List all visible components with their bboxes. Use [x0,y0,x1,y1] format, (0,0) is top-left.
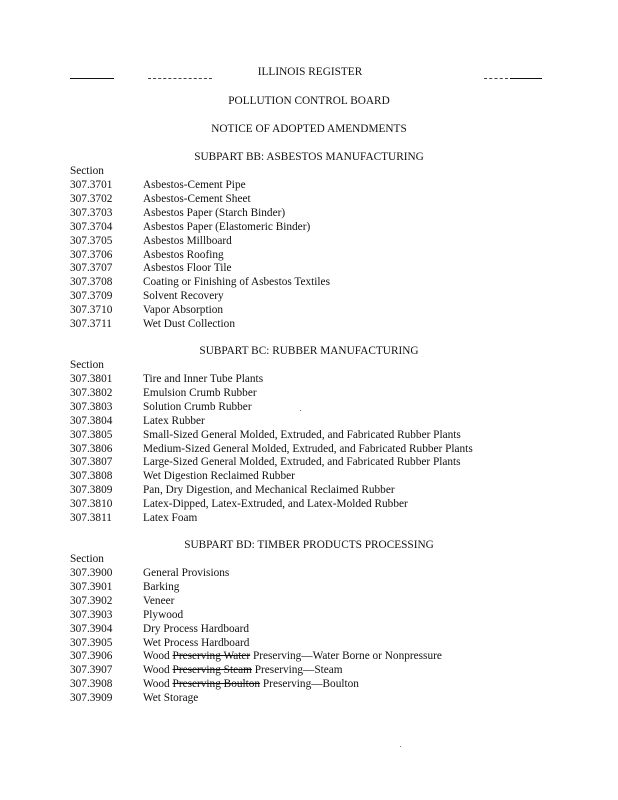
section-title [143,664,343,677]
section-title [143,650,442,663]
subpart-heading: SUBPART BB: ASBESTOS MANUFACTURING [194,151,424,163]
section-number: 307.3810 [70,498,113,510]
section-number: 307.3807 [70,456,113,468]
section-title: Asbestos Millboard [143,235,232,247]
section-number: 307.3802 [70,387,113,399]
header-rule-right [510,78,542,79]
section-label: Section [70,359,104,371]
register-title: ILLINOIS REGISTER [257,66,363,78]
section-number: 307.3709 [70,290,113,302]
section-title: Wet Storage [143,692,199,704]
notice-title: NOTICE OF ADOPTED AMENDMENTS [211,123,407,135]
section-number: 307.3801 [70,373,113,385]
section-title: Pan, Dry Digestion, and Mechanical Reclaimed Rubber [143,484,395,496]
section-title: Dry Process Hardboard [143,623,250,635]
section-title: Asbestos Floor Tile [143,262,232,274]
section-title: Medium-Sized General Molded, Extruded, and Fabricated Rubber Plants [143,443,473,455]
title-text: Wood [143,650,173,662]
title-text: Wood [143,678,173,690]
section-number: 307.3705 [70,235,113,247]
title-text: Preserving—Steam [251,664,343,676]
deleted-text: Preserving Water [172,650,251,662]
section-title: Asbestos-Cement Pipe [143,179,246,191]
section-title: Vapor Absorption [143,304,224,316]
scan-speck [300,410,301,411]
section-title: Latex Foam [143,512,198,524]
section-title: Barking [143,581,180,593]
subpart-heading: SUBPART BC: RUBBER MANUFACTURING [199,345,419,357]
section-number: 307.3804 [70,415,113,427]
section-title: Plywood [143,609,184,621]
scan-speck [400,746,401,747]
section-number: 307.3900 [70,567,113,579]
section-number: 307.3702 [70,193,113,205]
section-title: General Provisions [143,567,230,579]
section-number: 307.3907 [70,664,113,676]
section-number: 307.3902 [70,595,113,607]
subpart-heading: SUBPART BD: TIMBER PRODUCTS PROCESSING [184,539,434,551]
title-text: Preserving—Water Borne or Nonpressure [250,650,442,662]
section-title: Tire and Inner Tube Plants [143,373,264,385]
section-number: 307.3901 [70,581,113,593]
section-title: Solution Crumb Rubber [143,401,252,413]
section-title: Asbestos-Cement Sheet [143,193,251,205]
title-text: Wood [143,664,173,676]
section-title [143,678,359,691]
section-number: 307.3708 [70,276,113,288]
section-number: 307.3808 [70,470,113,482]
section-number: 307.3904 [70,623,113,635]
section-title: Wet Process Hardboard [143,637,250,649]
deleted-text: Preserving Steam [172,664,252,676]
section-title: Coating or Finishing of Asbestos Textiles [143,276,330,288]
title-text: Preserving—Boulton [260,678,359,690]
deleted-text: Preserving Boulton [172,678,261,690]
section-number: 307.3806 [70,443,113,455]
header-rule-left-dashed [148,78,212,79]
section-title: Small-Sized General Molded, Extruded, and Fabricated Rubber Plants [143,429,461,441]
section-number: 307.3707 [70,262,113,274]
section-number: 307.3905 [70,637,113,649]
section-title: Asbestos Paper (Starch Binder) [143,207,286,219]
section-title: Asbestos Roofing [143,249,224,261]
header-rule-left [70,78,114,79]
section-number: 307.3710 [70,304,113,316]
section-number: 307.3906 [70,650,113,662]
section-title: Wet Dust Collection [143,318,235,330]
section-number: 307.3706 [70,249,113,261]
section-title: Asbestos Paper (Elastomeric Binder) [143,221,311,233]
section-number: 307.3903 [70,609,113,621]
section-number: 307.3701 [70,179,113,191]
section-title: Solvent Recovery [143,290,224,302]
section-label: Section [70,165,104,177]
section-number: 307.3811 [70,512,112,524]
header-rule-right-dashed [484,78,508,79]
section-title: Latex-Dipped, Latex-Extruded, and Latex-Molded Rubber [143,498,408,510]
section-number: 307.3909 [70,692,113,704]
section-number: 307.3809 [70,484,113,496]
section-title: Veneer [143,595,175,607]
board-title: POLLUTION CONTROL BOARD [228,95,390,107]
section-number: 307.3711 [70,318,112,330]
section-title: Wet Digestion Reclaimed Rubber [143,470,295,482]
section-title: Large-Sized General Molded, Extruded, and Fabricated Rubber Plants [143,456,461,468]
section-number: 307.3805 [70,429,113,441]
register-header [0,66,618,82]
section-number: 307.3908 [70,678,113,690]
section-number: 307.3703 [70,207,113,219]
section-title: Latex Rubber [143,415,205,427]
section-number: 307.3704 [70,221,113,233]
section-number: 307.3803 [70,401,113,413]
section-label: Section [70,553,104,565]
section-title: Emulsion Crumb Rubber [143,387,257,399]
